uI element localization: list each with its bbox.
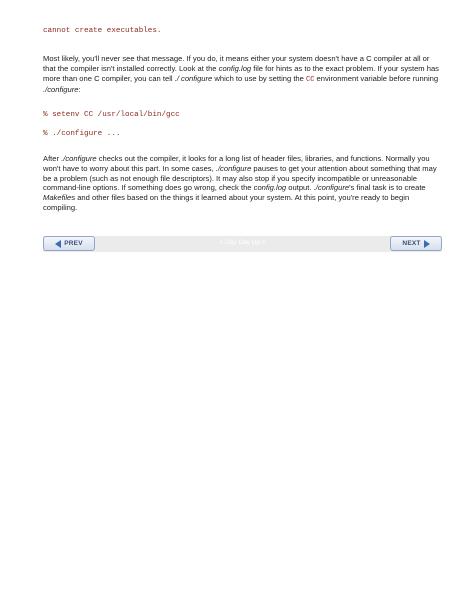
text-run: pauses to get your attention about something that may be a problem (such as not enough file descriptors). It may also stop if you specify incompatible or unreasonable command-line options. If something does go wrong, check the [43,163,437,193]
filename-makefile: Makefile [43,193,72,203]
right-arrow-icon [424,240,430,248]
command-configure: ./ configure [174,73,213,83]
next-button-label: NEXT [402,240,421,247]
text-run: After [43,154,62,163]
command-configure: ./configure [215,163,252,173]
command-configure: ./configure [313,183,350,193]
text-run: s and other files based on the things it learned about your system. At this point, you're ready to begin compiling. [43,193,410,212]
page-navigation-bar [43,236,442,252]
paragraph-configure-process [43,154,443,213]
prev-button-label: PREV [64,240,83,247]
text-run: 's final task is to create [349,183,426,193]
command-configure: ./configure [61,154,97,163]
paragraph-compiler-message [43,54,443,95]
text-run: checks out the compiler, it looks for a long list of header files, libraries, and functions. Normally you won't have to worry about this part. In some cases, [43,154,430,173]
filename-config-log: config.log [218,63,252,73]
text-run: : [78,85,81,95]
next-button[interactable] [390,236,442,251]
filename-config-log: config.log [253,183,287,193]
env-var-cc: CC [306,75,315,84]
text-run: Most likely, you'll never see that message. If you do, it means either your system doesn't have a C compiler at all or that the compiler isn't installed correctly. Look at the [43,54,430,73]
day-day-up-link[interactable]: < Day Day Up > [219,239,266,246]
code-setenv-command: % setenv CC /usr/local/bin/gcc [43,111,180,119]
code-output-line: cannot create executables. [43,27,162,35]
command-configure: ./configure [43,85,79,95]
text-run: which to use by setting the [212,73,306,83]
text-run: environment variable before running [314,73,439,83]
text-run: file for hints as to the exact problem. If your system has more than one C compiler, you can tell [43,63,439,83]
code-configure-command: % ./configure ... [43,130,121,138]
text-run: output. [286,183,314,193]
